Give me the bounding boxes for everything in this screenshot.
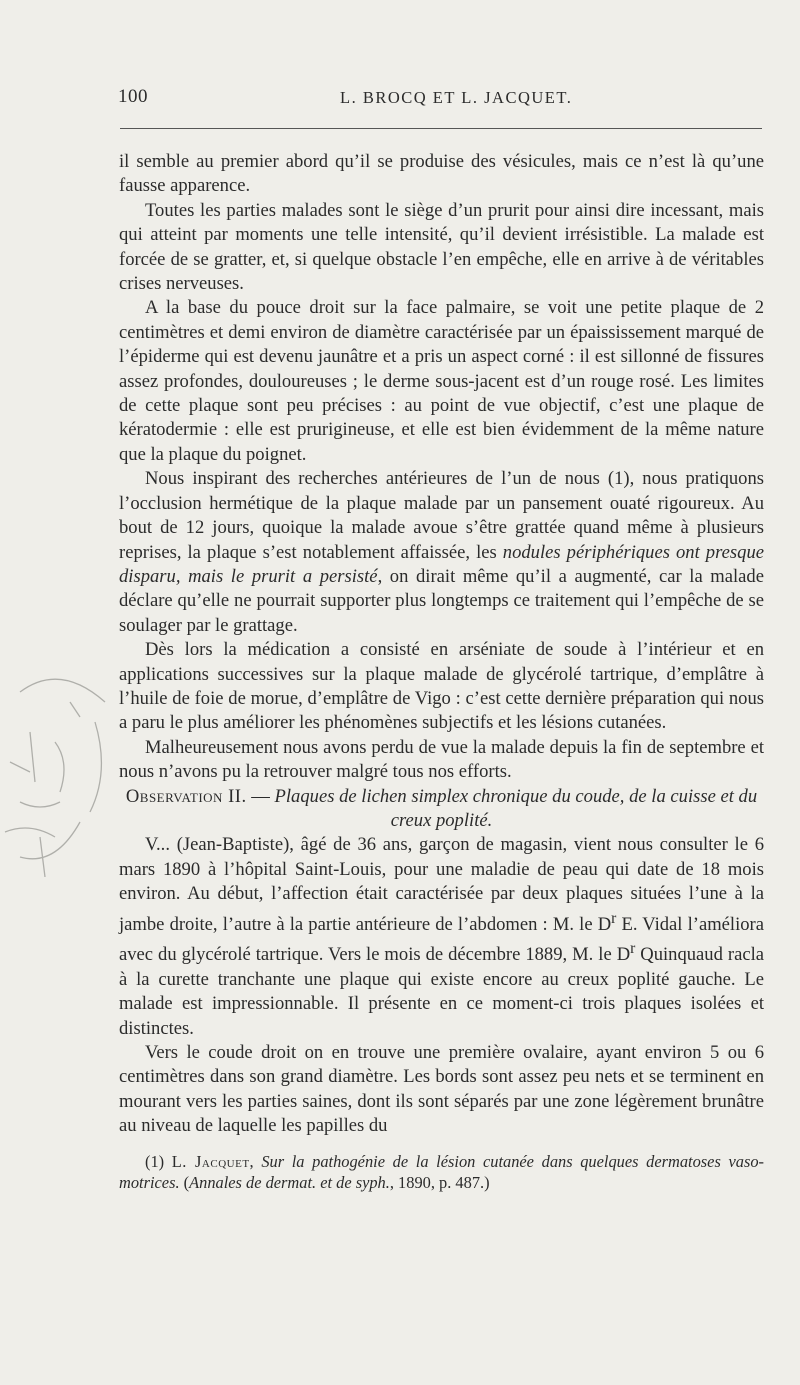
paragraph: Vers le coude droit on en trouve une première ovalaire, ayant environ 5 ou 6 centimètres dans son grand diamètre. Les bords sont assez peu nets et se terminent en mourant vers les parties saines, dont ils sont séparés par une zone légèrement brunâtre au niveau de laquelle les papilles du [119,1042,764,1137]
observation-label: Observation II. [125,785,247,807]
paragraph [119,833,764,1041]
footnote-title: Sur la pathogénie de la lésion cutanée dans quelques dermatoses vaso-motrices. [119,1151,764,1192]
paragraph: Malheureusement nous avons perdu de vue la malade depuis la fin de septembre et nous n’avons pu la retrouver malgré tous nos efforts. [119,736,764,783]
text-run: , on dirait même qu’il a augmenté, car la malade déclare qu’elle ne pourrait supporter plus longtemps ce traitement qui l’empêche de se soulager par le grattage. [119,565,764,636]
superscript: r [611,909,617,927]
page-header [118,86,764,116]
paragraph: A la base du pouce droit sur la face palmaire, se voit une petite plaque de 2 centimètres et demi environ de diamètre caractérisée par un épaississement marqué de l’épiderme qui est devenu jaunâtre et a pris un aspect corné : il est sillonné de fissures assez profondes, douloureuses ; le derme sous-jacent est d’un rouge rosé. Les limites de cette plaque sont peu précises : au point de vue objectif, c’est une plaque de kératodermie : elle est prurigineuse, et elle est bien évidemment de la même nature que la plaque du poignet. [119,297,764,465]
library-stamp [0,662,112,877]
paragraph: Toutes les parties malades sont le siège d’un prurit pour ainsi dire incessant, mais qui atteint par moments une telle intensité, qu’il devient irrésistible. La malade est forcée de se gratter, et, si quelque obstacle l’en empêche, elle en arrive à de véritables crises nerveuses. [119,199,764,295]
footnote-journal: Annales de dermat. et de syph. [189,1172,390,1192]
observation-title: Plaques de lichen simplex chronique du coude, de la cuisse et du creux poplité. [274,785,758,831]
superscript: r [630,940,636,958]
italic-run: nodules périphériques ont presque disparu, mais le prurit a persisté [119,541,764,587]
footnote-marker: (1) [145,1151,172,1171]
footnote-paren: ( [179,1172,190,1192]
paragraph: Dès lors la médication a consisté en arséniate de soude à l’intérieur et en applications successives sur la plaque malade de glycérolé tartrique, d’emplâtre à l’huile de foie de morue, d’emplâtre de Vigo : c’est cette dernière préparation qui nous a paru le plus améliorer les phénomènes subjectifs et les lésions cutanées. [119,639,764,734]
footnote-text [119,1151,764,1193]
footnote-rest: , 1890, p. 487.) [389,1172,490,1192]
footnote-sep: , [249,1151,262,1171]
page-number: 100 [118,86,148,107]
text-run: E. Vidal l’améliora avec du glycérolé tartrique. Vers le mois de décembre 1889, M. le D [119,913,764,966]
text-run: Nous inspirant des recherches antérieures de l’un de nous (1), nous pratiquons l’occlusion hermétique de la plaque malade par un pansement ouaté rigoureux. Au bout de 12 jours, quoique la malade avoue s’être grattée quand même à plusieurs reprises, la plaque s’est notablement affaissée, les [119,468,764,563]
header-rule [120,128,762,129]
observation-dash: — [246,785,275,807]
footnote-author: L. Jacquet [171,1151,250,1171]
paragraph [119,467,764,638]
text-run: Quinquaud racla à la curette tranchante une plaque qui existe encore au creux poplité gauche. Le malade est impressionnable. Il présente en ce moment-ci trois plaques isolées et distinctes. [119,944,764,1039]
footnote [119,1151,764,1193]
observation-heading [119,785,764,834]
paragraph: il semble au premier abord qu’il se produise des vésicules, mais ce n’est là qu’une fausse apparence. [119,151,764,197]
running-title: L. BROCQ ET L. JACQUET. [340,88,573,107]
text-run: V... (Jean-Baptiste), âgé de 36 ans, garçon de magasin, vient nous consulter le 6 mars 1890 à l’hôpital Saint-Louis, pour une maladie de peau qui date de 18 mois environ. Au début, l’affection était caractérisée par deux plaques situées l’une à la jambe droite, l’autre à la partie antérieure de l’abdomen : M. le D [119,834,764,935]
body-text [119,150,764,1193]
